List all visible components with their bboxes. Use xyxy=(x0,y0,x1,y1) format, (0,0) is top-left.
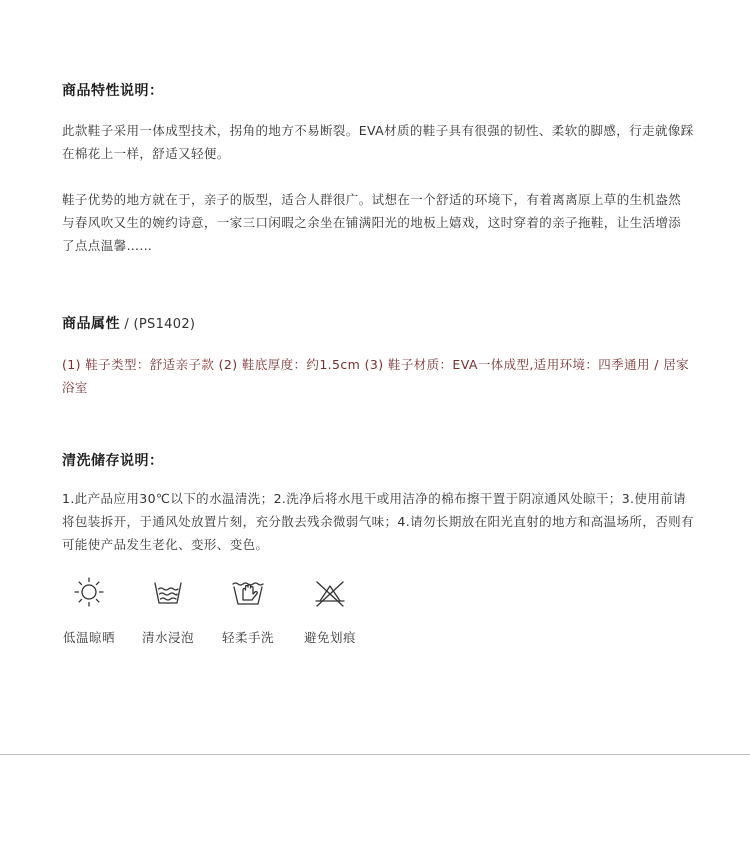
care-label: 清水浸泡 xyxy=(141,630,194,645)
care-item-avoid-scratch xyxy=(299,574,361,646)
care-item-low-temp-dry xyxy=(58,574,120,646)
features-heading: 商品特性说明： xyxy=(62,83,164,99)
care-item-gentle-hand-wash xyxy=(217,574,279,646)
hand-wash-icon xyxy=(230,574,266,610)
care-label: 低温晾晒 xyxy=(62,630,115,645)
no-scratch-icon xyxy=(312,574,348,610)
features-paragraph-1: 此款鞋子采用一体成型技术，拐角的地方不易断裂。EVA材质的鞋子具有很强的韧性、柔软的脚感，行走就像踩在棉花上一样，舒适又轻便。 xyxy=(62,123,694,161)
water-basin-icon xyxy=(150,574,186,610)
cleaning-text: 1.此产品应用30℃以下的水温清洗；2.洗净后将水甩干或用洁净的棉布擦干置于阴凉通风处晾干；3.使用前请将包装拆开，于通风处放置片刻，充分散去残余微弱气味；4.请勿长期放在阳光直射的地方和高温场所，否则有可能使产品发生老化、变形、变色。 xyxy=(62,491,694,552)
attributes-heading xyxy=(62,313,195,333)
attributes-text: (1) 鞋子类型：舒适亲子款 (2) 鞋底厚度：约1.5cm (3) 鞋子材质：EVA一体成型,适用环境：四季通用 / 居家浴室 xyxy=(62,357,690,395)
care-label: 轻柔手洗 xyxy=(221,630,274,645)
care-label: 避免划痕 xyxy=(303,630,356,645)
attributes-heading-title: 商品属性 xyxy=(62,316,120,332)
sun-icon xyxy=(71,574,107,610)
cleaning-heading: 清洗储存说明： xyxy=(62,453,164,469)
attributes-heading-model: / (PS1402) xyxy=(120,317,196,332)
care-item-water-soak xyxy=(137,574,199,646)
bottom-divider xyxy=(0,754,750,755)
care-icons-row xyxy=(62,574,392,654)
features-paragraph-2: 鞋子优势的地方就在于，亲子的版型，适合人群很广。试想在一个舒适的环境下，有着离离原上草的生机盎然与春风吹又生的婉约诗意，一家三口闲暇之余坐在铺满阳光的地板上嬉戏，这时穿着的亲子拖鞋，让生活增添了点点温馨…… xyxy=(62,192,682,253)
